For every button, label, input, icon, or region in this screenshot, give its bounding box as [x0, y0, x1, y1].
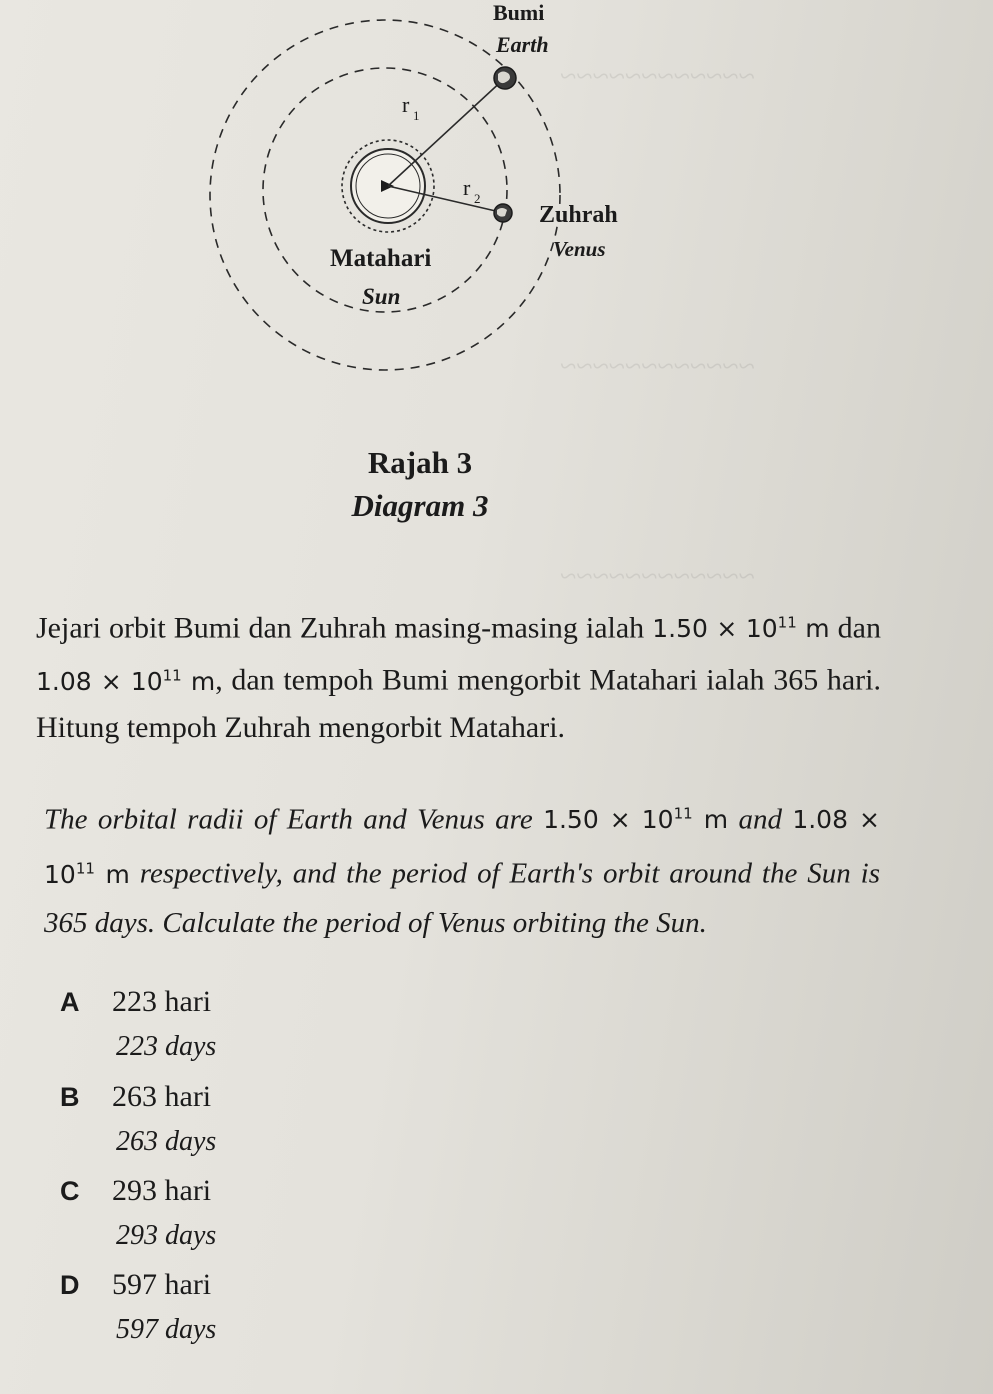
- option-letter: A: [60, 987, 80, 1017]
- option-letter: B: [60, 1082, 80, 1112]
- bleed-through-text: ~~~~~~~~~~~~: [560, 350, 755, 383]
- option-text-malay: 597 hari: [112, 1268, 212, 1301]
- earth-icon: [494, 67, 516, 89]
- option-b[interactable]: [60, 1080, 216, 1158]
- option-text-english: 263 days: [116, 1126, 217, 1157]
- venus-icon: [494, 204, 512, 222]
- matahari-label: Matahari: [330, 245, 432, 272]
- option-text-malay: 293 hari: [112, 1174, 212, 1207]
- option-letter: C: [60, 1176, 80, 1206]
- option-text-english: 293 days: [116, 1220, 217, 1251]
- diagram-caption-english: Diagram 3: [351, 488, 489, 523]
- r1-label: [402, 92, 420, 123]
- option-a[interactable]: [60, 985, 216, 1063]
- option-text-malay: 263 hari: [112, 1080, 212, 1113]
- earth-radius-value: $1.50 \times 10^{11}$ m: [543, 805, 729, 835]
- venus-radius-value: $1.08 \times 10^{11}$ m: [36, 666, 216, 696]
- option-text-english: 597 days: [116, 1314, 217, 1345]
- option-text-malay: 223 hari: [112, 985, 212, 1018]
- svg-text:r: r: [463, 175, 471, 200]
- bumi-label: Bumi: [493, 0, 545, 25]
- option-letter: D: [60, 1270, 80, 1300]
- option-d[interactable]: [60, 1268, 216, 1346]
- orbit-diagram: [0, 0, 993, 400]
- earth-label: Earth: [496, 32, 549, 57]
- earth-radius-value: $1.50 \times 10^{11}$ m: [652, 614, 830, 644]
- venus-radius-value: $1.08 \times 10^{11}$ m: [44, 805, 880, 889]
- venus-label: Venus: [553, 237, 606, 261]
- svg-text:1: 1: [413, 108, 420, 123]
- question-text-english: The orbital radii of Earth and Venus are $1.50 \times 10^{11}$ m and $1.08 \times 10^{11}$ m respectively, and the period of Earth's orbit around the Sun is 365 days. Calculate the period of Venus orbiting the Sun.: [44, 803, 881, 939]
- r2-label: [463, 175, 481, 206]
- question-text-malay: Jejari orbit Bumi dan Zuhrah masing-masing ialah $1.50 \times 10^{11}$ m dan $1.08 \times 10^{11}$ m, dan tempoh Bumi mengorbit Matahari ialah 365 hari. Hitung tempoh Zuhrah mengorbit Matahari.: [36, 611, 881, 744]
- zuhrah-label: Zuhrah: [539, 202, 618, 228]
- bleed-through-text: ~~~~~~~~~~~~: [560, 60, 755, 93]
- svg-text:2: 2: [474, 191, 481, 206]
- diagram-caption-malay: Rajah 3: [367, 445, 473, 480]
- option-c[interactable]: [60, 1174, 216, 1252]
- sun-label: Sun: [362, 284, 401, 309]
- svg-text:r: r: [402, 92, 410, 117]
- option-text-english: 223 days: [116, 1031, 217, 1062]
- bleed-through-text: ~~~~~~~~~~~~: [560, 560, 755, 593]
